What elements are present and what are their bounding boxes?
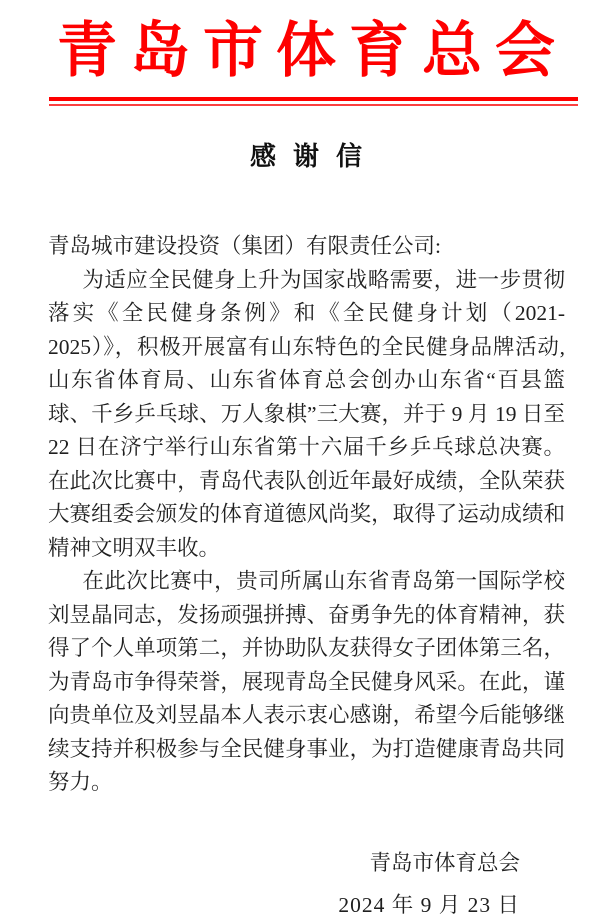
- letterhead-divider-thick-line: [49, 97, 578, 101]
- letter-body: [48, 230, 565, 800]
- letter-title: 感谢信: [249, 142, 379, 171]
- signature-date: 2024 年 9 月 23 日: [338, 892, 520, 917]
- recipient-salutation: 青岛城市建设投资（集团）有限责任公司:: [48, 234, 441, 258]
- letterhead-divider-thin-line: [49, 104, 578, 106]
- body-paragraph-1: 为适应全民健身上升为国家战略需要，进一步贯彻落实《全民健身条例》和《全民健身计划（2021-2025）》，积极开展富有山东特色的全民健身品牌活动,山东省体育局、山东省体育总会创办山东省“百县篮球、千乡乒乓球、万人象棋”三大赛，并于 9 月 19 日至 22 日在济宁举行山东省第十六届千乡乒乓球总决赛。在此次比赛中，青岛代表队创近年最好成绩，全队荣获大赛组委会颁发的体育道德风尚奖，取得了运动成绩和精神文明双丰收。: [48, 267, 565, 560]
- body-paragraph-2: 在此次比赛中，贵司所属山东省青岛第一国际学校刘昱晶同志，发扬顽强拼搏、奋勇争先的体育精神，获得了个人单项第二，并协助队友获得女子团体第三名，为青岛市争得荣誉，展现青岛全民健身风采。在此，谨向贵单位及刘昱晶本人表示衷心感谢，希望今后能够继续支持并积极参与全民健身事业，为打造健康青岛共同努力。: [48, 569, 565, 794]
- signature-block: [0, 847, 612, 922]
- letterhead-org-name: 青岛市体育总会: [57, 18, 568, 84]
- letterhead-divider: [49, 97, 578, 106]
- signature-org-name: 青岛市体育总会: [369, 850, 520, 875]
